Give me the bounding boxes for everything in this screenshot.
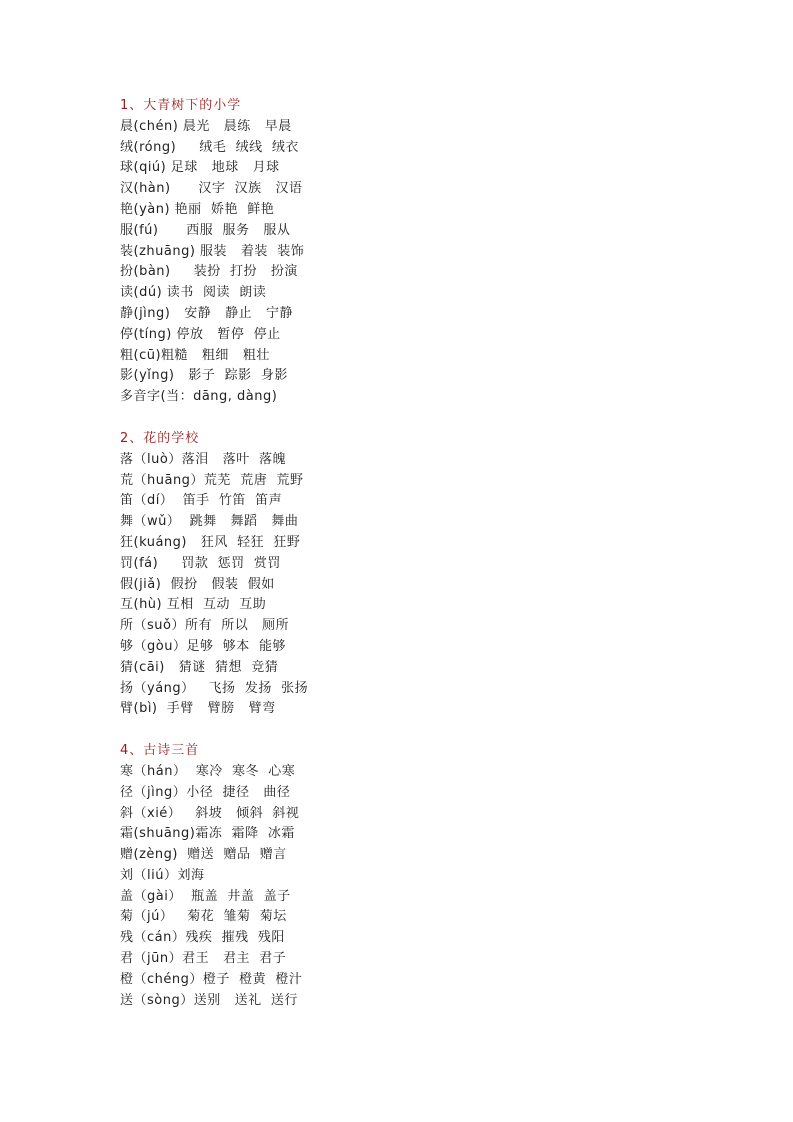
vocab-line: 霜(shuāng)霜冻 霜降 冰霜 xyxy=(120,826,295,842)
section-heading: 4、古诗三首 xyxy=(120,743,200,759)
vocab-line: 服(fú) 西服 服务 服从 xyxy=(120,222,291,238)
vocab-line: 斜（xié） 斜坡 倾斜 斜视 xyxy=(120,805,300,821)
section-1 xyxy=(120,96,720,408)
vocab-line: 猜(cāi) 猜谜 猜想 竞猜 xyxy=(120,659,279,675)
vocab-line: 落（luò）落泪 落叶 落魄 xyxy=(120,451,286,467)
section-2 xyxy=(120,429,720,720)
vocab-line: 影(yǐng) 影子 踪影 身影 xyxy=(120,368,288,384)
vocab-line: 盖（gài） 瓶盖 井盖 盖子 xyxy=(120,888,291,904)
vocab-line: 橙（chéng）橙子 橙黄 橙汁 xyxy=(120,971,303,987)
vocab-line: 读(dú) 读书 阅读 朗读 xyxy=(120,285,267,301)
vocab-line: 残（cán）残疾 摧残 残阳 xyxy=(120,930,285,946)
vocab-line: 菊（jú） 菊花 雏菊 菊坛 xyxy=(120,909,287,925)
vocab-line: 罚(fá) 罚款 惩罚 赏罚 xyxy=(120,555,281,571)
vocab-line: 汉(hàn) 汉字 汉族 汉语 xyxy=(120,181,303,197)
vocab-line: 君（jūn）君王 君主 君子 xyxy=(120,951,287,967)
vocab-line: 互(hù) 互相 互动 互助 xyxy=(120,597,267,613)
vocab-line: 艳(yàn) 艳丽 娇艳 鲜艳 xyxy=(120,201,275,217)
vocab-line: 静(jìng) 安静 静止 宁静 xyxy=(120,305,294,321)
vocab-line: 狂(kuáng) 狂风 轻狂 狂野 xyxy=(120,534,301,550)
vocab-line: 径（jìng）小径 捷径 曲径 xyxy=(120,784,291,800)
vocab-line: 荒（huāng）荒芜 荒唐 荒野 xyxy=(120,472,304,488)
vocab-line: 球(qiú) 足球 地球 月球 xyxy=(120,160,280,176)
vocab-line: 晨(chén) 晨光 晨练 早晨 xyxy=(120,118,292,134)
vocab-line: 扮(bàn) 装扮 打扮 扮演 xyxy=(120,264,298,280)
vocab-line: 扬（yáng） 飞扬 发扬 张扬 xyxy=(120,680,309,696)
document-body xyxy=(120,96,720,1032)
vocab-line: 停(tíng) 停放 暂停 停止 xyxy=(120,326,281,342)
vocab-line: 装(zhuāng) 服装 着装 装饰 xyxy=(120,243,305,259)
vocab-line: 舞（wǔ） 跳舞 舞蹈 舞曲 xyxy=(120,514,299,530)
vocab-line: 寒（hán） 寒冷 寒冬 心寒 xyxy=(120,763,296,779)
section-heading: 1、大青树下的小学 xyxy=(120,98,242,113)
vocab-line: 够（gòu）足够 够本 能够 xyxy=(120,638,286,654)
vocab-line: 刘（liú）刘海 xyxy=(120,867,205,883)
vocab-line: 臂(bì) 手臂 臂膀 臂弯 xyxy=(120,701,276,717)
vocab-line: 绒(róng) 绒毛 绒线 绒衣 xyxy=(120,139,299,155)
vocab-line: 赠(zèng) 赠送 赠品 赠言 xyxy=(120,847,287,863)
vocab-line: 所（suǒ）所有 所以 厕所 xyxy=(120,618,290,634)
section-heading: 2、花的学校 xyxy=(120,430,200,446)
polyphonic-note: 多音字(当：dāng, dàng) xyxy=(120,389,278,405)
vocab-line: 送（sòng）送别 送礼 送行 xyxy=(120,992,298,1008)
vocab-line: 粗(cū)粗糙 粗细 粗壮 xyxy=(120,347,270,363)
section-4 xyxy=(120,741,720,1011)
vocab-line: 笛（dí） 笛手 竹笛 笛声 xyxy=(120,493,283,509)
vocab-line: 假(jiǎ) 假扮 假装 假如 xyxy=(120,576,275,592)
